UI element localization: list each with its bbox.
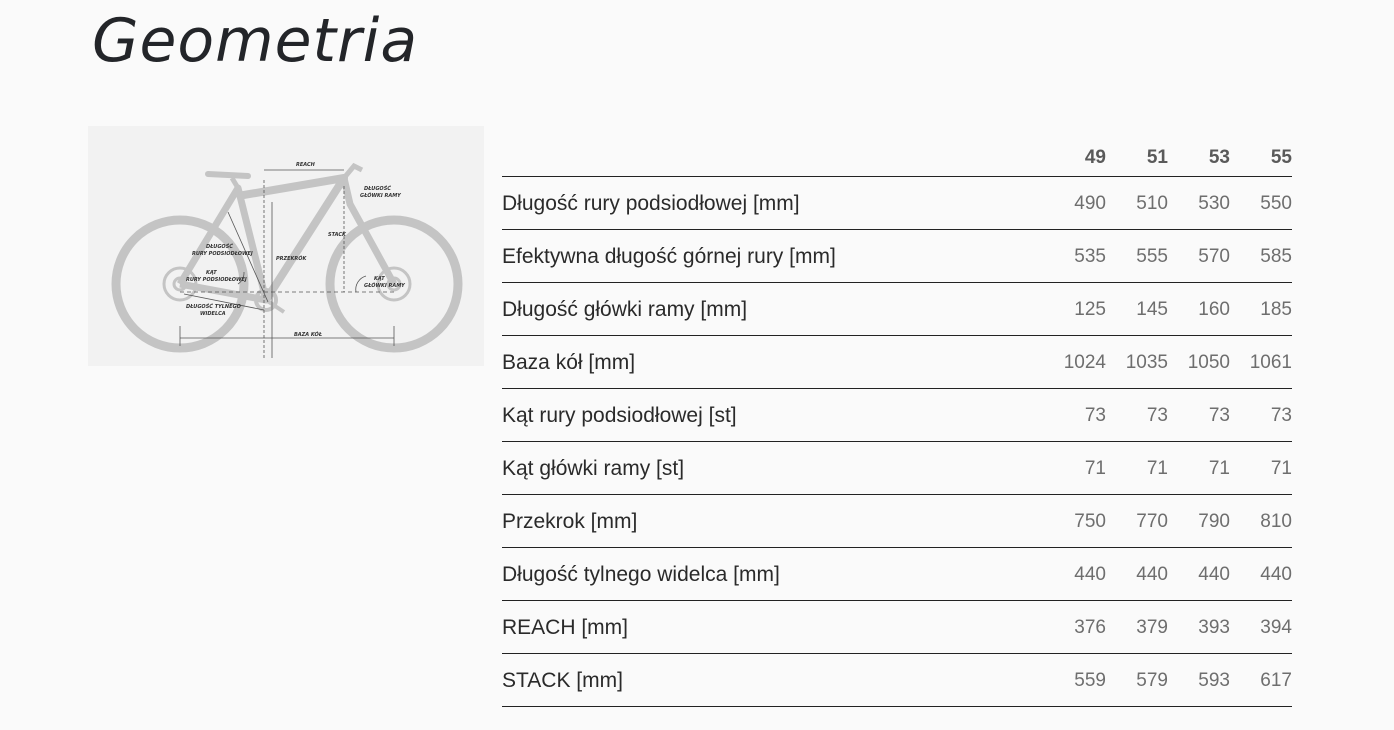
row-value: 440: [1106, 548, 1168, 601]
row-value: 490: [1044, 177, 1106, 230]
size-header: 55: [1230, 140, 1292, 177]
bike-geometry-diagram: [88, 126, 484, 366]
row-label: Długość tylnego widelca [mm]: [502, 548, 1044, 601]
row-value: 71: [1168, 442, 1230, 495]
diagram-label-stack: STACK: [328, 232, 346, 238]
row-value: 185: [1230, 283, 1292, 336]
row-value: 125: [1044, 283, 1106, 336]
row-value: 550: [1230, 177, 1292, 230]
row-value: 440: [1168, 548, 1230, 601]
table-row: [502, 283, 1292, 336]
row-value: 379: [1106, 601, 1168, 654]
row-value: 376: [1044, 601, 1106, 654]
row-value: 160: [1168, 283, 1230, 336]
table-row: [502, 495, 1292, 548]
row-value: 1024: [1044, 336, 1106, 389]
diagram-label-chainstay-1: DŁUGOŚĆ TYLNEGO: [186, 304, 241, 310]
row-value: 593: [1168, 654, 1230, 707]
row-value: 535: [1044, 230, 1106, 283]
bike-illustration: [88, 126, 484, 366]
row-label: Kąt rury podsiodłowej [st]: [502, 389, 1044, 442]
page-title: Geometria: [92, 6, 419, 76]
table-row: [502, 601, 1292, 654]
diagram-label-chainstay-2: WIDELCA: [200, 311, 226, 317]
row-value: 810: [1230, 495, 1292, 548]
row-value: 71: [1230, 442, 1292, 495]
table-row: [502, 442, 1292, 495]
row-value: 394: [1230, 601, 1292, 654]
size-header: 53: [1168, 140, 1230, 177]
row-value: 617: [1230, 654, 1292, 707]
row-value: 440: [1044, 548, 1106, 601]
row-value: 145: [1106, 283, 1168, 336]
row-value: 393: [1168, 601, 1230, 654]
table-row: [502, 389, 1292, 442]
table-row: [502, 177, 1292, 230]
diagram-label-standover: PRZEKRÓK: [276, 256, 307, 262]
diagram-label-head-tube-angle-1: KĄT: [374, 276, 385, 282]
row-value: 440: [1230, 548, 1292, 601]
diagram-label-seat-tube-angle-1: KĄT: [206, 270, 217, 276]
row-label: Baza kół [mm]: [502, 336, 1044, 389]
row-value: 71: [1044, 442, 1106, 495]
row-value: 510: [1106, 177, 1168, 230]
row-value: 1035: [1106, 336, 1168, 389]
diagram-label-seat-tube-angle-2: RURY PODSIODŁOWEJ: [186, 277, 247, 283]
row-value: 1061: [1230, 336, 1292, 389]
row-label: Efektywna długość górnej rury [mm]: [502, 230, 1044, 283]
table-row: [502, 336, 1292, 389]
row-value: 73: [1106, 389, 1168, 442]
row-value: 750: [1044, 495, 1106, 548]
row-value: 770: [1106, 495, 1168, 548]
diagram-label-seat-tube-length-2: RURY PODSIODŁOWEJ: [192, 251, 253, 257]
row-value: 579: [1106, 654, 1168, 707]
size-header: 49: [1044, 140, 1106, 177]
row-label: Kąt główki ramy [st]: [502, 442, 1044, 495]
row-label: Długość rury podsiodłowej [mm]: [502, 177, 1044, 230]
diagram-label-head-tube-angle-2: GŁÓWKI RAMY: [364, 283, 405, 289]
row-value: 73: [1044, 389, 1106, 442]
size-header: 51: [1106, 140, 1168, 177]
table-row: [502, 654, 1292, 707]
row-label: REACH [mm]: [502, 601, 1044, 654]
row-value: 570: [1168, 230, 1230, 283]
row-value: 555: [1106, 230, 1168, 283]
row-value: 585: [1230, 230, 1292, 283]
diagram-label-head-tube-length-2: GŁÓWKI RAMY: [360, 193, 401, 199]
diagram-label-wheelbase: BAZA KÓŁ: [294, 332, 323, 338]
row-label: Długość główki ramy [mm]: [502, 283, 1044, 336]
row-value: 790: [1168, 495, 1230, 548]
diagram-label-reach: REACH: [296, 162, 315, 168]
row-value: 71: [1106, 442, 1168, 495]
table-header-row: [502, 140, 1292, 177]
row-value: 73: [1230, 389, 1292, 442]
diagram-label-seat-tube-length-1: DŁUGOŚĆ: [206, 244, 233, 250]
row-value: 530: [1168, 177, 1230, 230]
header-label-cell: [502, 140, 1044, 177]
geometry-table: [502, 140, 1292, 707]
row-label: STACK [mm]: [502, 654, 1044, 707]
row-label: Przekrok [mm]: [502, 495, 1044, 548]
table-row: [502, 548, 1292, 601]
diagram-label-head-tube-length-1: DŁUGOŚĆ: [364, 186, 391, 192]
row-value: 559: [1044, 654, 1106, 707]
row-value: 1050: [1168, 336, 1230, 389]
table-row: [502, 230, 1292, 283]
row-value: 73: [1168, 389, 1230, 442]
